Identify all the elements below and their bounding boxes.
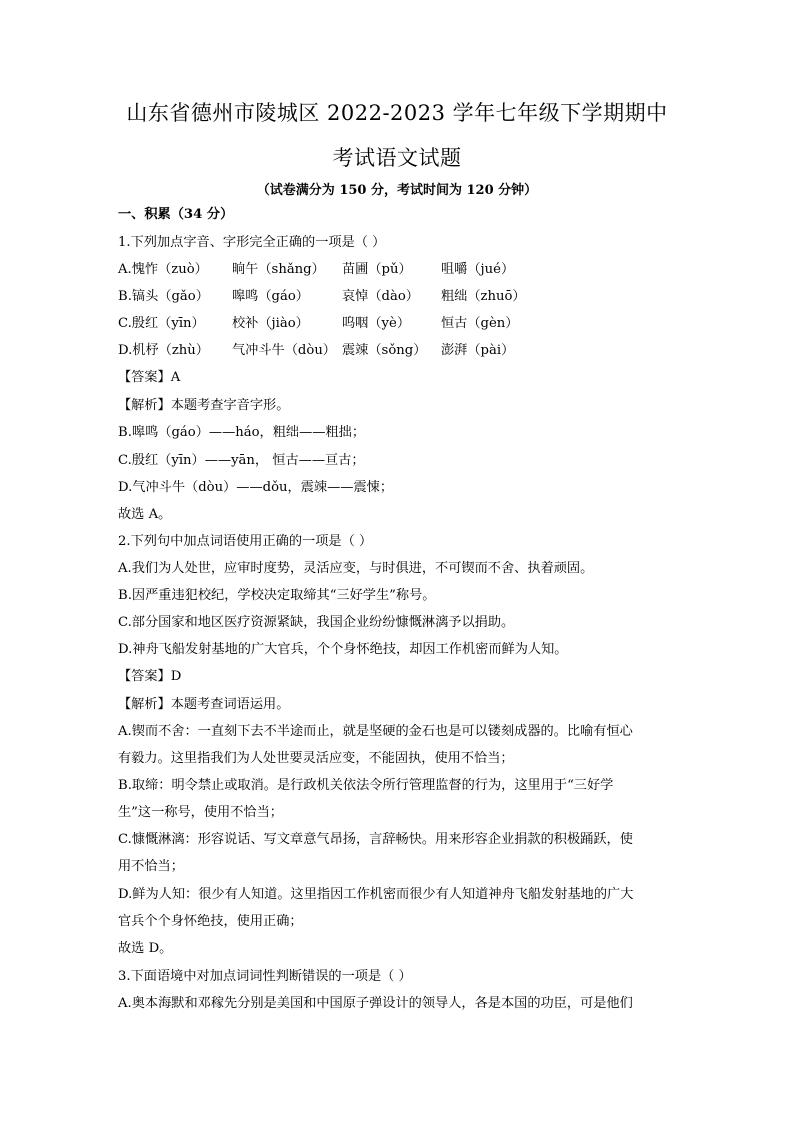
question-2-analysis-line: D.鲜为人知：很少有人知道。这里指因工作机密而很少有人知道神舟飞船发射基地的广大 [118, 887, 634, 902]
question-2-analysis-line: 【解析】本题考查词语运用。 [118, 697, 290, 712]
question-1-analysis-line: 【解析】本题考查字音字形。 [118, 398, 290, 413]
question-2-analysis-line: 用不恰当； [118, 859, 184, 874]
question-2-analysis-line: 官兵个个身怀绝技，使用正确； [118, 914, 303, 929]
q1-option-d-2: 气冲斗牛（dòu） [232, 343, 336, 358]
q1-option-a-2: 晌午（shǎng） [232, 262, 325, 277]
q1-option-b-2: 嗥鸣（gáo） [232, 289, 309, 304]
question-1-analysis-line: D.气冲斗牛（dòu）——dǒu，震竦——震悚； [118, 480, 394, 495]
question-2-analysis-line: B.取缔：明令禁止或取消。是行政机关依法令所行管理监督的行为，这里用于“三好学 [118, 778, 614, 793]
question-2-option-d: D.神舟飞船发射基地的广大官兵，个个身怀绝技，却因工作机密而鲜为人知。 [118, 642, 568, 657]
question-2-analysis-line: 生”这一称号，使用不恰当； [118, 805, 283, 820]
doc-title-line1: 山东省德州市陵城区 2022-2023 学年七年级下学期期中 [126, 101, 668, 125]
question-2-stem: 2.下列句中加点词语使用正确的一项是（ ） [118, 534, 373, 549]
question-1-analysis-line: B.嗥鸣（gáo）——háo，粗绌——粗拙； [118, 425, 366, 440]
question-2-option-b: B.因严重违犯校纪，学校决定取缔其“三好学生”称号。 [118, 588, 436, 603]
question-3-stem: 3.下面语境中对加点词词性判断错误的一项是（ ） [118, 969, 412, 984]
q1-option-d-3: 震竦（sǒng） [342, 343, 427, 358]
question-1-analysis-line: 故选 A。 [118, 507, 172, 522]
q1-option-a-3: 苗圃（pǔ） [342, 262, 412, 277]
question-2-analysis-line: 故选 D。 [118, 941, 173, 956]
q1-option-a-4: 咀嚼（jué） [441, 262, 515, 277]
q1-option-b-3: 哀悼（dào） [342, 289, 419, 304]
question-2-option-a: A.我们为人处世，应审时度势，灵活应变，与时俱进，不可锲而不舍、执着顽固。 [118, 561, 594, 576]
q1-option-a-1: A.愧怍（zuò） [118, 262, 208, 277]
doc-title-line2: 考试语文试题 [332, 146, 462, 170]
section-heading: 一、积累（34 分） [118, 207, 234, 222]
question-2-answer: 【答案】D [118, 669, 182, 684]
question-2-analysis-line: 有毅力。这里指我们为人处世要灵活应变，不能固执，使用不恰当； [118, 751, 514, 766]
q1-option-c-2: 校补（jiào） [232, 316, 309, 331]
q1-option-d-4: 澎湃（pài） [441, 343, 515, 358]
question-1-answer: 【答案】A [118, 370, 181, 385]
q1-option-c-3: 呜咽（yè） [342, 316, 411, 331]
q1-option-b-4: 粗绌（zhuō） [441, 289, 526, 304]
q1-option-b-1: B.镐头（gǎo） [118, 289, 209, 304]
q1-option-c-1: C.殷红（yīn） [118, 316, 205, 331]
exam-note: （试卷满分为 150 分，考试时间为 120 分钟） [256, 183, 538, 198]
question-2-option-c: C.部分国家和地区医疗资源紧缺，我国企业纷纷慷慨淋漓予以捐助。 [118, 615, 515, 630]
question-2-analysis-line: A.锲而不舍：一直刻下去不半途而止，就是坚硬的金石也是可以镂刻成器的。比喻有恒心 [118, 724, 633, 739]
question-1-analysis-line: C.殷红（yīn）——yān， 恒古——亘古； [118, 453, 365, 468]
question-2-analysis-line: C.慷慨淋漓：形容说话、写文章意气昂扬，言辞畅快。用来形容企业捐款的积极踊跃，使 [118, 832, 633, 847]
question-1-stem: 1.下列加点字音、字形完全正确的一项是（ ） [118, 235, 386, 250]
question-3-option-a: A.奥本海默和邓稼先分别是美国和中国原子弹设计的领导人，各是本国的功臣，可是他们 [118, 996, 633, 1011]
q1-option-c-4: 恒古（gèn） [441, 316, 519, 331]
q1-option-d-1: D.机杼（zhù） [118, 343, 209, 358]
